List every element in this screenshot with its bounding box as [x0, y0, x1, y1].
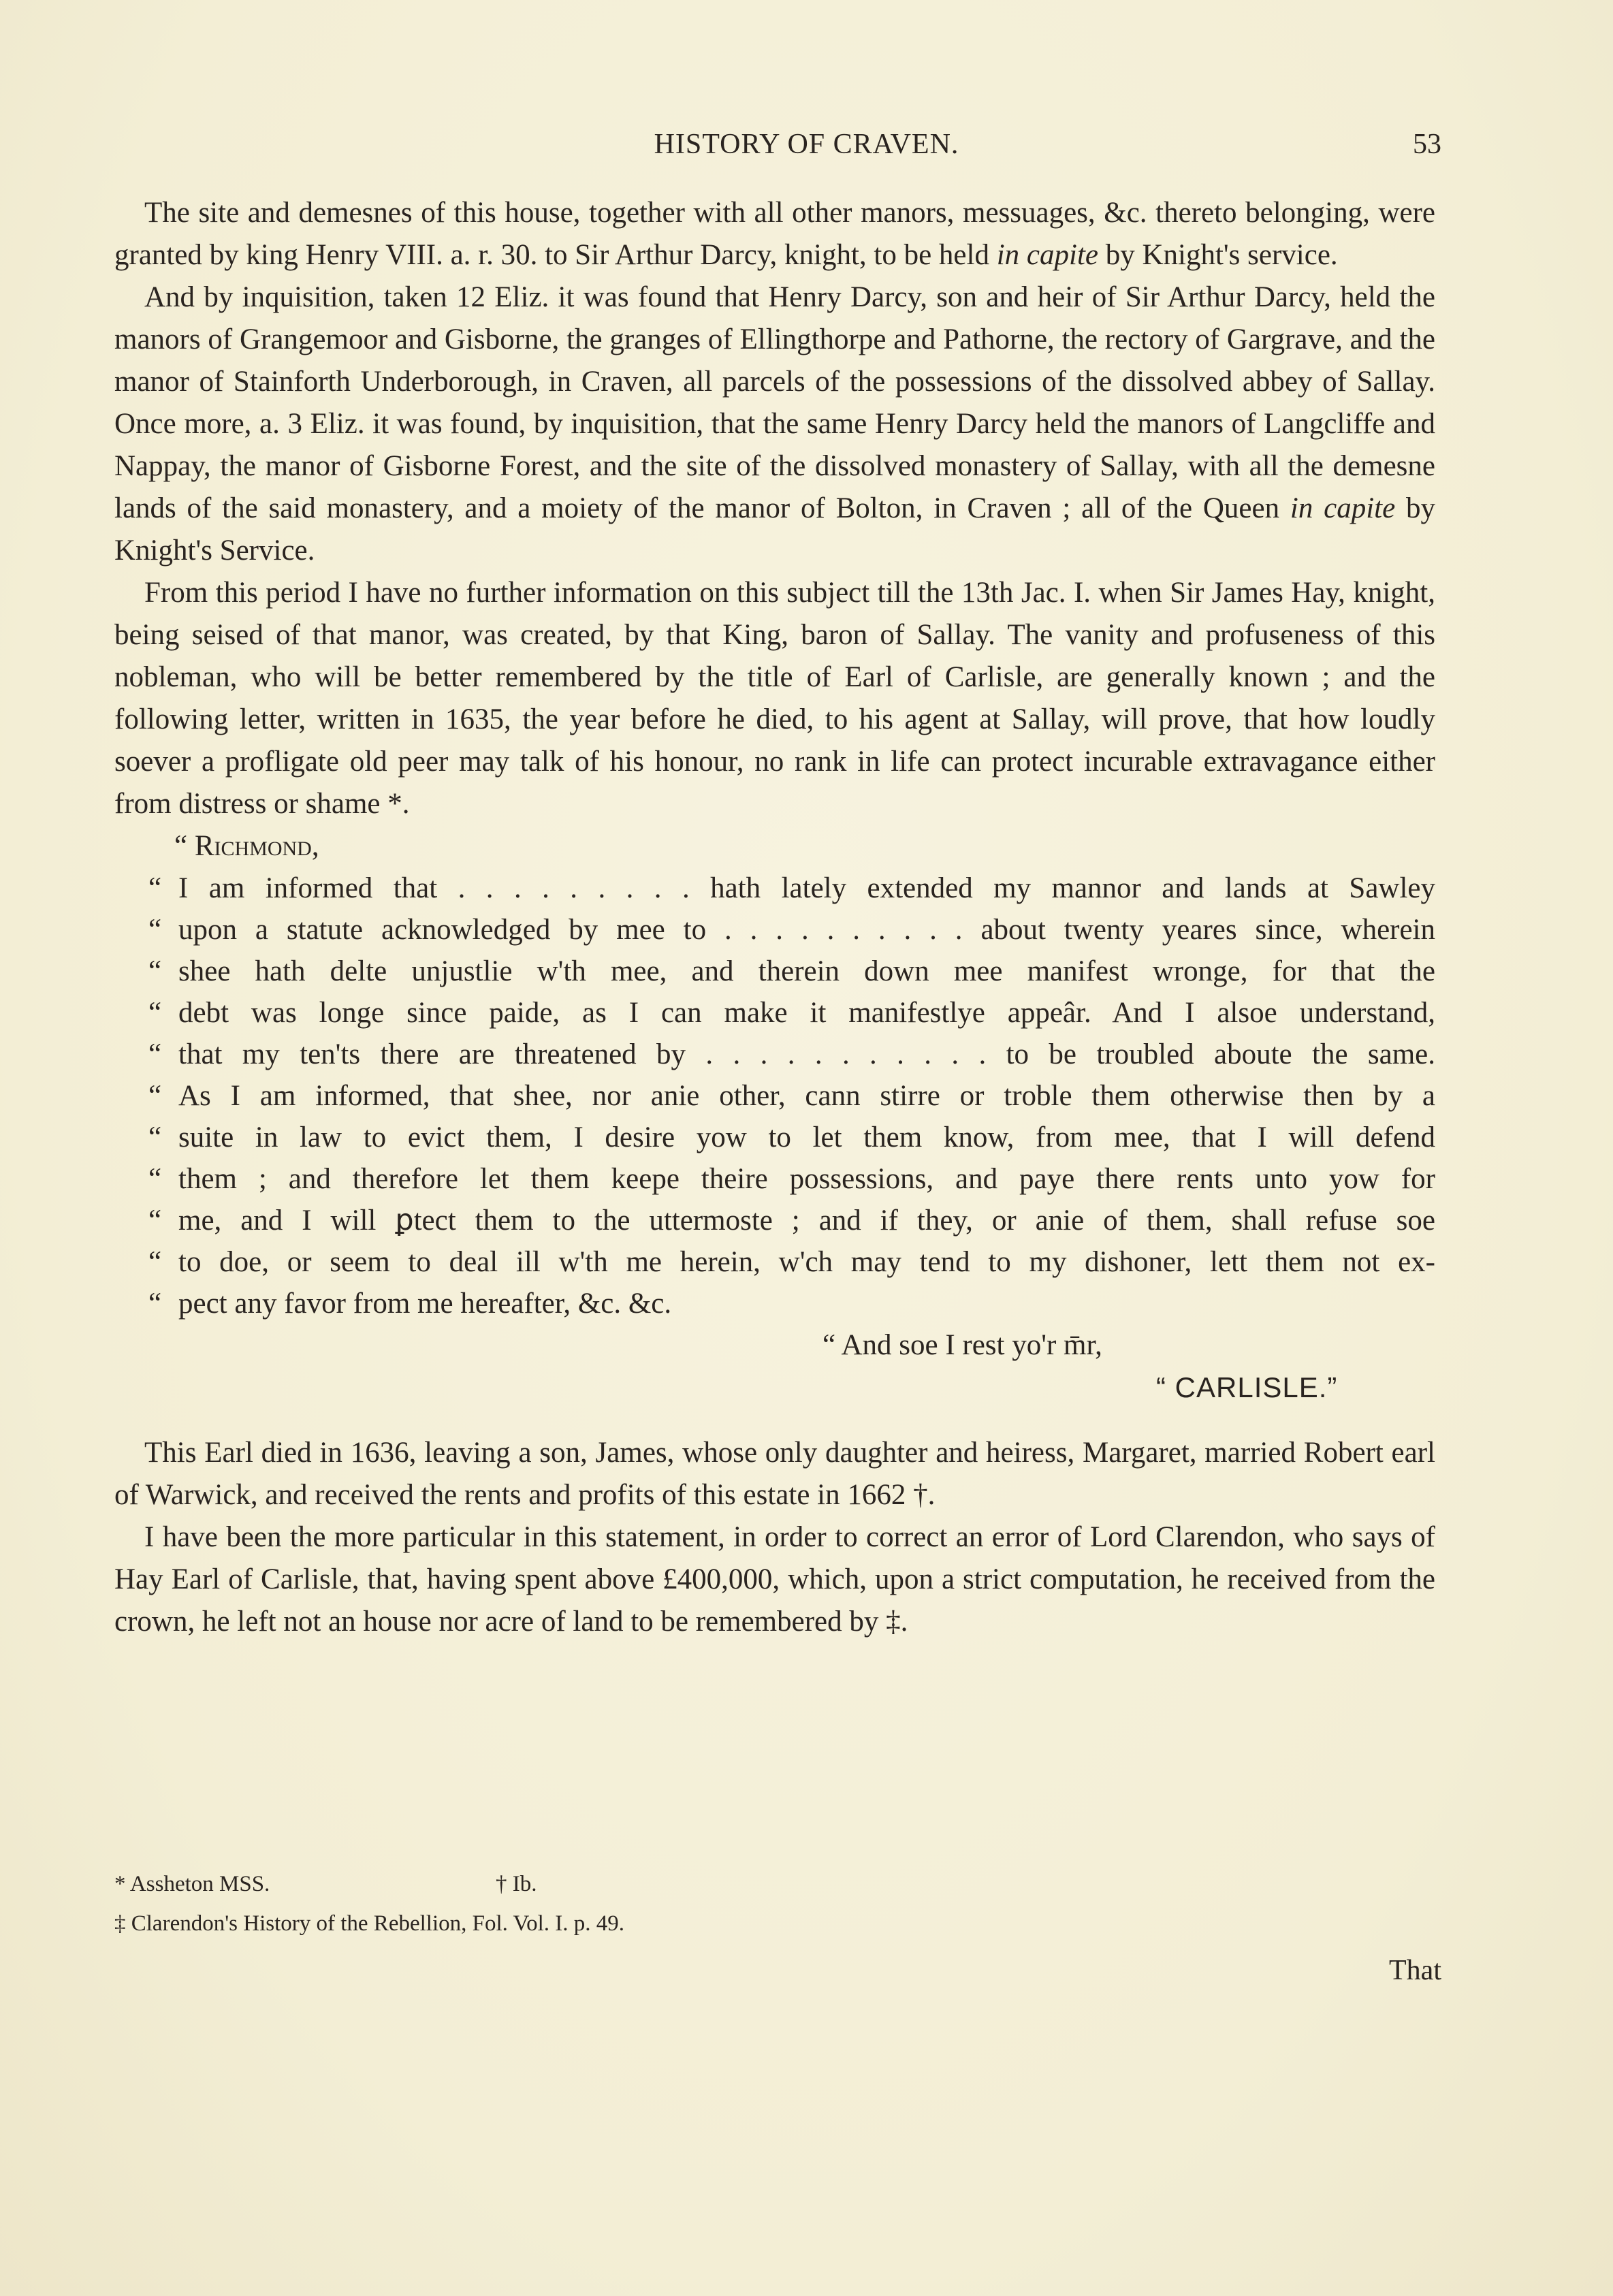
page-number: 53: [1413, 129, 1441, 160]
letter-line: “ I am informed that . . . . . . . . . hath lately extended my mannor and lands at Sawley: [148, 872, 1435, 904]
letter-line: “ to doe, or seem to deal ill w'th me herein, w'ch may tend to my dishoner, lett them not ex-: [148, 1246, 1435, 1278]
letter-line: “ me, and I will ꝑtect them to the uttermoste ; and if they, or anie of them, shall refuse soe: [148, 1205, 1435, 1237]
running-title: HISTORY OF CRAVEN.: [654, 129, 959, 160]
letter-body: [114, 867, 1435, 1324]
letter-closing: “ And soe I rest yo'r m̄r,: [823, 1329, 1102, 1361]
letter-line: “ debt was longe since paide, as I can make it manifestlye appeâr. And I alsoe understand,: [148, 997, 1435, 1029]
paragraph-4: This Earl died in 1636, leaving a son, James, whose only daughter and heiress, Margaret, married Robert earl of Warwick, and received the rents and profits of this estate in 1662 †.: [114, 1437, 1435, 1511]
letter-line-last: “ pect any favor from me hereafter, &c. &c.: [148, 1288, 672, 1320]
letter-signature: “ CARLISLE.”: [1156, 1371, 1338, 1403]
catchword: That: [1389, 1955, 1441, 1986]
paragraph-5: I have been the more particular in this statement, in order to correct an error of Lord Clarendon, who says of Hay Earl of Carlisle, that, having spent above £400,000, which, upon a strict computation, he received from the crown, he left not an house nor acre of land to be remembered by ‡.: [114, 1521, 1435, 1638]
paragraph-3: From this period I have no further information on this subject till the 13th Jac. I. when Sir James Hay, knight, being seised of that manor, was created, by that King, baron of Sallay. The vanity and profuseness of this nobleman, who will be better remembered by the title of Earl of Carlisle, are generally known ; and the following letter, written in 1635, the year before he died, to his agent at Sallay, will prove, that how loudly soever a profligate old peer may talk of his honour, no rank in life can protect incurable extravagance either from distress or shame *.: [114, 577, 1435, 820]
letter-line: “ As I am informed, that shee, nor anie other, cann stirre or troble them otherwise then by a: [148, 1080, 1435, 1112]
letter-line: “ suite in law to evict them, I desire yow to let them know, from mee, that I will defend: [148, 1121, 1435, 1153]
page-header: [0, 128, 1613, 169]
letter-line: “ upon a statute acknowledged by mee to . . . . . . . . . . about twenty yeares since, wherein: [148, 914, 1435, 946]
letter-line: “ shee hath delte unjustlie w'th mee, and therein down mee manifest wronge, for that the: [148, 955, 1435, 987]
footnote-1: * Assheton MSS.: [114, 1872, 270, 1896]
letter-line: “ that my ten'ts there are threatened by . . . . . . . . . . . to be troubled aboute the same.: [148, 1038, 1435, 1070]
letter-salutation: “ Richmond,: [174, 830, 319, 862]
paragraph-2: And by inquisition, taken 12 Eliz. it was found that Henry Darcy, son and heir of Sir Arthur Darcy, held the manors of Grangemoor and Gisborne, the granges of Ellingthorpe and Pathorne, the rectory of Gargrave, and the manor of Stainforth Underborough, in Craven, all parcels of the possessions of the dissolved abbey of Sallay. Once more, a. 3 Eliz. it was found, by inquisition, that the same Henry Darcy held the manors of Langcliffe and Nappay, the manor of Gisborne Forest, and the site of the dissolved monastery of Sallay, with all the demesne lands of the said monastery, and a moiety of the manor of Bolton, in Craven ; all of the Queen in capite by Knight's Service.: [114, 281, 1435, 567]
spacer: [114, 1409, 1435, 1432]
footnote-row: [114, 1864, 1435, 1904]
paragraph-1: The site and demesnes of this house, together with all other manors, messuages, &c. thereto belonging, were granted by king Henry VIII. a. r. 30. to Sir Arthur Darcy, knight, to be held in capite by Knight's service.: [114, 197, 1435, 271]
footnotes: [114, 1864, 1435, 1943]
letter-line: “ them ; and therefore let them keepe theire possessions, and paye there rents unto yow for: [148, 1163, 1435, 1195]
main-text: [114, 192, 1435, 1643]
footnote-3: ‡ Clarendon's History of the Rebellion, Fol. Vol. I. p. 49.: [114, 1911, 625, 1936]
footnote-2: † Ib.: [496, 1872, 537, 1896]
